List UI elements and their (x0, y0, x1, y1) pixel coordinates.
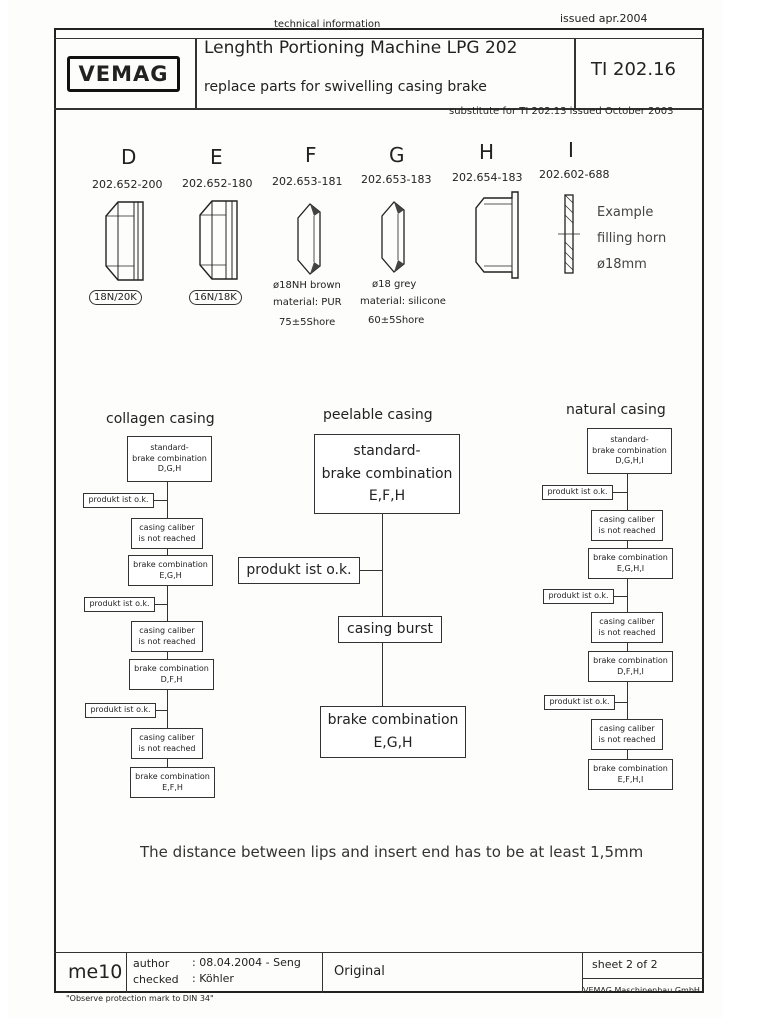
part-g-drawing (378, 200, 408, 274)
natural-ok-box-3: produkt ist o.k. (544, 695, 615, 710)
part-number-f: 202.653-181 (272, 175, 343, 188)
collagen-caliber-box-1: casing caliber is not reached (131, 518, 203, 549)
natural-ok-link-2 (614, 596, 627, 597)
part-f-note-3: 75±5Shore (279, 317, 336, 328)
collagen-ok-link-2 (155, 604, 167, 605)
natural-ok-link-3 (615, 702, 627, 703)
collagen-standard-box: standard- brake combination D,G,H (127, 436, 212, 482)
part-e-drawing (192, 197, 244, 283)
peelable-combination-box: brake combination E,G,H (320, 706, 466, 758)
collagen-ok-box-2: produkt ist o.k. (84, 597, 155, 612)
technical-information-label: technical information (274, 19, 381, 30)
part-letter-d: D (121, 145, 137, 169)
part-f-note-2: material: PUR (273, 297, 342, 308)
footer-sheet-line (582, 978, 704, 979)
part-letter-f: F (305, 143, 317, 167)
part-g-note-3: 60±5Shore (368, 315, 425, 326)
natural-title: natural casing (566, 402, 666, 418)
protection-note: "Observe protection mark to DIN 34" (66, 994, 214, 1003)
author-value: : 08.04.2004 - Seng (192, 956, 301, 969)
part-letter-i: I (568, 138, 574, 162)
natural-combination-box-2: brake combination D,F,H,I (588, 651, 673, 682)
part-number-g: 202.653-183 (361, 173, 432, 186)
natural-connector-6 (627, 750, 628, 759)
footer-code: me10 (68, 961, 123, 983)
natural-caliber-box-2: casing caliber is not reached (591, 612, 663, 643)
collagen-connector-4 (167, 652, 168, 659)
part-d-drawing (98, 198, 150, 284)
collagen-connector-1 (167, 482, 168, 518)
filling-horn-note-3: ø18mm (597, 257, 647, 272)
part-e-badge: 16N/18K (189, 290, 242, 305)
filling-horn-note-2: filling horn (597, 231, 667, 246)
collagen-title: collagen casing (106, 411, 215, 427)
peelable-ok-link (360, 570, 382, 571)
collagen-ok-box-3: produkt ist o.k. (85, 703, 156, 718)
part-i-drawing (556, 192, 582, 276)
author-label: author (133, 957, 170, 970)
filling-horn-note-1: Example (597, 205, 654, 220)
document-title: Lenghth Portioning Machine LPG 202 (204, 38, 518, 58)
doc-divider (574, 38, 576, 108)
natural-combination-box-3: brake combination E,F,H,I (588, 759, 673, 790)
vemag-logo: VEMAG (67, 56, 180, 92)
part-letter-g: G (389, 143, 405, 167)
natural-ok-box-2: produkt ist o.k. (543, 589, 614, 604)
checked-value: : Köhler (192, 972, 234, 985)
part-f-drawing (294, 202, 324, 276)
natural-caliber-box-1: casing caliber is not reached (591, 510, 663, 541)
distance-note: The distance between lips and insert end has to be at least 1,5mm (140, 843, 644, 861)
footer-divider-2 (322, 952, 323, 993)
substitute-note: substitute for TI 202.13 issued October 2003 (449, 106, 674, 117)
part-number-h: 202.654-183 (452, 171, 523, 184)
footer-top-line (54, 952, 704, 953)
natural-ok-box-1: produkt ist o.k. (542, 485, 613, 500)
collagen-connector-5 (167, 690, 168, 728)
peelable-burst-box: casing burst (338, 616, 442, 643)
natural-connector-3 (627, 579, 628, 612)
footer-divider-1 (126, 952, 127, 993)
issued-date: issued apr.2004 (560, 12, 648, 25)
part-g-note-2: material: silicone (360, 296, 446, 307)
natural-connector-5 (627, 682, 628, 719)
peelable-title: peelable casing (323, 407, 433, 423)
collagen-caliber-box-3: casing caliber is not reached (131, 728, 203, 759)
part-h-drawing (472, 190, 522, 280)
part-d-badge: 18N/20K (89, 290, 142, 305)
part-g-note-1: ø18 grey (372, 279, 417, 290)
company-name: VEMAG Maschinenbau GmbH (583, 986, 700, 995)
checked-label: checked (133, 973, 179, 986)
collagen-ok-box-1: produkt ist o.k. (83, 493, 154, 508)
collagen-ok-link-3 (156, 710, 167, 711)
part-f-note-1: ø18NH brown (273, 280, 341, 291)
part-number-e: 202.652-180 (182, 177, 253, 190)
natural-standard-box: standard- brake combination D,G,H,I (587, 428, 672, 474)
part-number-i: 202.602-688 (539, 168, 610, 181)
document-number: TI 202.16 (591, 59, 677, 80)
collagen-connector-3 (167, 586, 168, 621)
peelable-ok-box: produkt ist o.k. (238, 557, 360, 584)
collagen-ok-link-1 (154, 500, 167, 501)
part-letter-e: E (210, 145, 223, 169)
collagen-combination-box-1: brake combination E,G,H (128, 555, 213, 586)
collagen-combination-box-2: brake combination D,F,H (129, 659, 214, 690)
natural-ok-link-1 (613, 492, 627, 493)
sheet-number: sheet 2 of 2 (592, 958, 658, 971)
collagen-combination-box-3: brake combination E,F,H (130, 767, 215, 798)
natural-connector-1 (627, 474, 628, 510)
peelable-connector-2 (382, 643, 383, 706)
natural-connector-4 (627, 643, 628, 651)
peelable-standard-box: standard- brake combination E,F,H (314, 434, 460, 514)
document-subtitle: replace parts for swivelling casing brake (204, 79, 487, 95)
natural-combination-box-1: brake combination E,G,H,I (588, 548, 673, 579)
natural-connector-2 (627, 541, 628, 548)
collagen-caliber-box-2: casing caliber is not reached (131, 621, 203, 652)
part-letter-h: H (479, 140, 495, 164)
part-number-d: 202.652-200 (92, 178, 163, 191)
natural-caliber-box-3: casing caliber is not reached (591, 719, 663, 750)
logo-divider (195, 38, 197, 108)
collagen-connector-6 (167, 759, 168, 767)
peelable-connector-1 (382, 514, 383, 616)
original-label: Original (334, 964, 385, 979)
